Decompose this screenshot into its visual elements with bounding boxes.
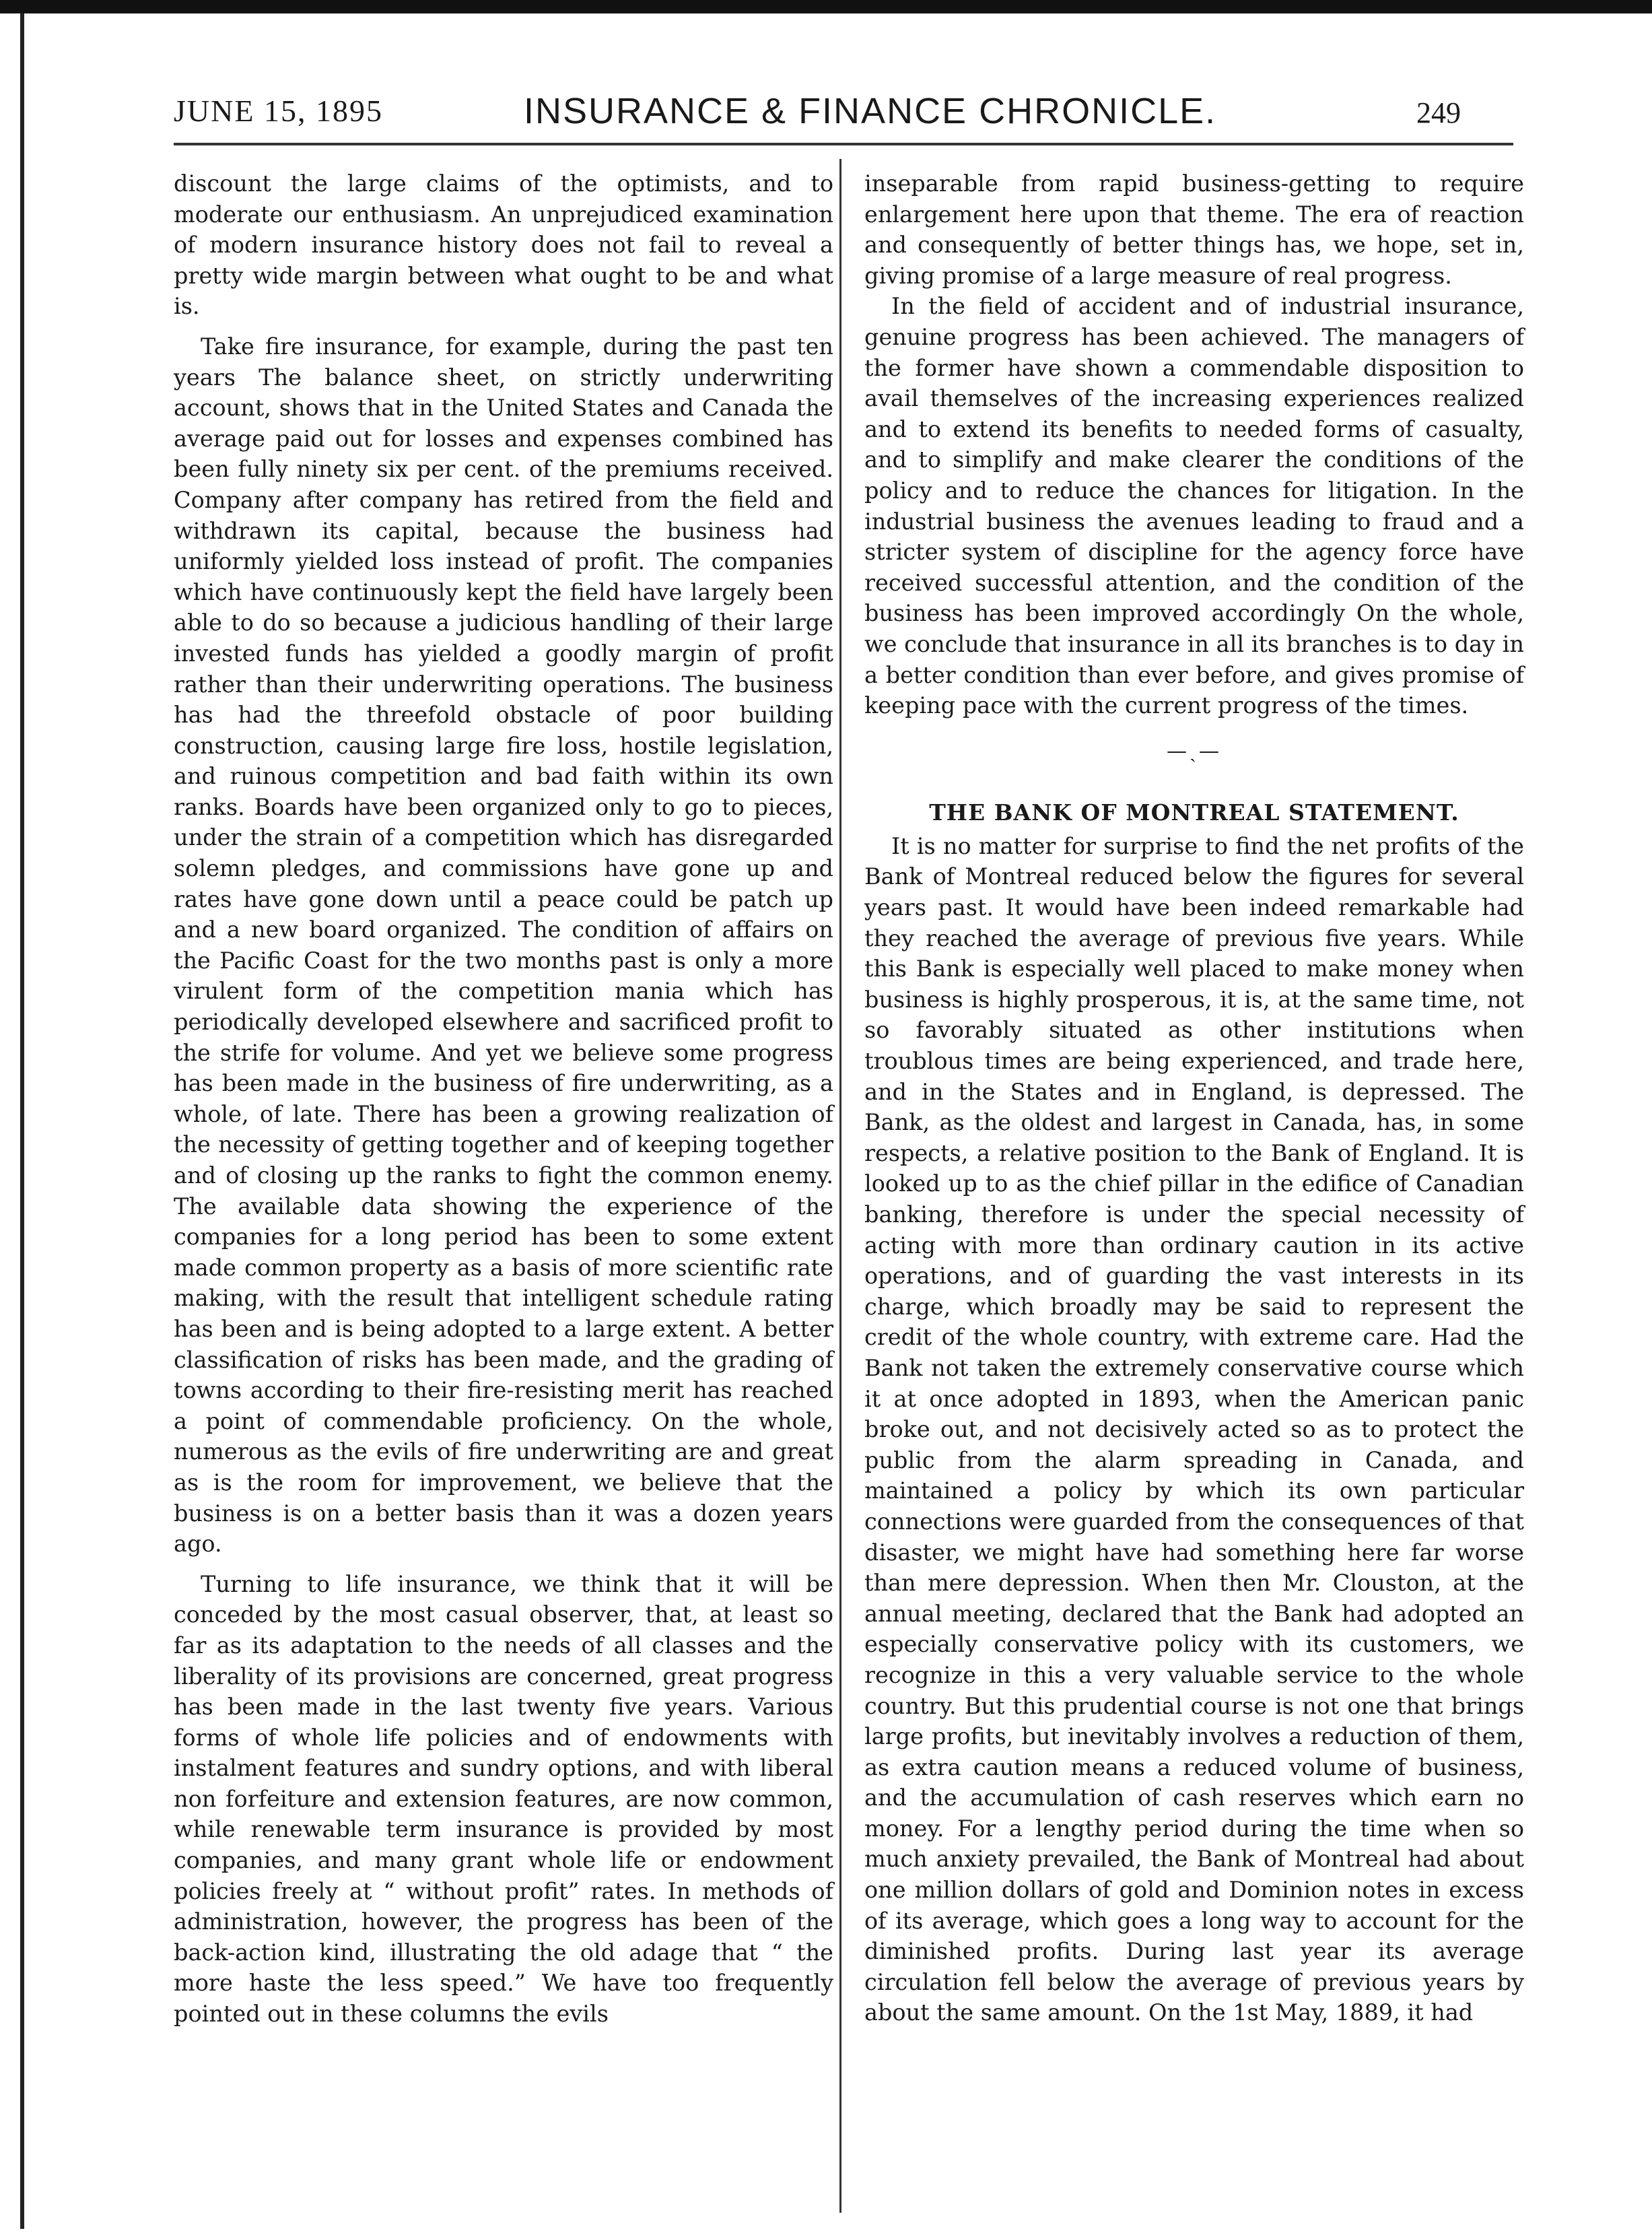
top-border-rule xyxy=(0,0,1652,13)
publication-title: INSURANCE & FINANCE CHRONICLE. xyxy=(524,91,1217,131)
left-column xyxy=(174,168,833,2030)
page-header xyxy=(174,93,1520,136)
issue-date: JUNE 15, 1895 xyxy=(174,94,383,128)
left-margin-rule xyxy=(20,13,24,2229)
paragraph: inseparable from rapid business-getting to require enlargement here upon that theme. The era of reaction and consequently of better things has, we hope, set in, giving promise of a large measure of real progress. xyxy=(864,170,1524,289)
article-heading: THE BANK OF MONTREAL STATEMENT. xyxy=(929,799,1459,826)
column-divider xyxy=(839,159,841,2213)
header-rule xyxy=(174,143,1513,145)
right-column xyxy=(864,168,1524,2028)
paragraph: It is no matter for surprise to find the net profits of the Bank of Montreal reduced below the figures for several years past. It would have been indeed remarkable had they reached the average of previous five years. While this Bank is especially well placed to make money when business is highly prosperous, it is, at the same time, not so favorably situated as other institutions when troublous times are being experienced, and trade here, and in the States and in England, is depressed. The Bank, as the oldest and largest in Canada, has, in some respects, a relative position to the Bank of England. It is looked up to as the chief pillar in the edifice of Canadian banking, therefore is under the special necessity of acting with more than ordinary caution in its active operations, and of guarding the vast interests in its charge, which broadly may be said to represent the credit of the whole country, with extreme care. Had the Bank not taken the extremely conservative course which it at once adopted in 1893, when the American panic broke out, and not decisively acted so as to protect the public from the alarm spreading in Canada, and maintained a policy by which its own particular connections were guarded from the consequences of that disaster, we might have had something here far worse than mere depression. When then Mr. Clouston, at the annual meeting, declared that the Bank had adopted an especially conservative policy with its customers, we recognize in this a very valuable service to the whole country. But this prudential course is not one that brings large profits, but inevitably involves a reduction of them, as extra caution means a reduced volume of business, and the accumulation of cash reserves which earn no money. For a lengthy period during the time when so much anxiety prevailed, the Bank of Montreal had about one million dollars of gold and Dominion notes in excess of its average, which goes a long way to account for the diminished profits. During last year its average circulation fell below the average of previous years by about the same amount. On the 1st May, 1889, it had xyxy=(864,832,1524,2026)
page-number: 249 xyxy=(1416,96,1461,129)
paragraph: Take fire insurance, for example, during the past ten years The balance sheet, on strictly underwriting account, shows that in the United States and Canada the average paid out for losses and expenses combined has been fully ninety six per cent. of the premiums received. Company after company has retired from the field and withdrawn its capital, because the business had uniformly yielded loss instead of profit. The companies which have continuously kept the field have largely been able to do so because a judicious handling of their large invested funds has yielded a goodly margin of profit rather than their underwriting operations. The business has had the threefold obstacle of poor building construction, causing large fire loss, hostile legislation, and ruinous competition and bad faith within its own ranks. Boards have been organized only to go to pieces, under the strain of a competition which has disregarded solemn pledges, and commissions have gone up and rates have gone down until a peace could be patch up and a new board organized. The condition of affairs on the Pacific Coast for the two months past is only a more virulent form of the competition mania which has periodically developed elsewhere and sacrificed profit to the strife for volume. And yet we believe some progress has been made in the business of fire underwriting, as a whole, of late. There has been a growing realization of the necessity of getting together and of keeping together and of closing up the ranks to fight the common enemy. The available data showing the experience of the companies for a long period has been to some extent made common property as a basis of more scientific rate making, with the result that intelligent schedule rating has been and is being adopted to a large extent. A better classification of risks has been made, and the grading of towns according to their fire-resisting merit has reached a point of commendable proficiency. On the whole, numerous as the evils of fire underwriting are and great as is the room for improvement, we believe that the business is on a better basis than it was a dozen years ago. xyxy=(174,333,833,1558)
paragraph: discount the large claims of the optimists, and to moderate our enthusiasm. An unprejudiced examination of modern insurance history does not fail to reveal a pretty wide margin between what ought to be and what is. xyxy=(174,170,833,320)
section-separator: —ˎ— xyxy=(1167,739,1222,763)
paragraph: In the field of accident and of industrial insurance, genuine progress has been achieved. The managers of the former have shown a commendable disposition to avail themselves of the increasing experiences realized and to extend its benefits to needed forms of casualty, and to simplify and make clearer the conditions of the policy and to reduce the chances for litigation. In the industrial business the avenues leading to fraud and a stricter system of discipline for the agency force have received successful attention, and the condition of the business has been improved accordingly On the whole, we conclude that insurance in all its branches is to day in a better condition than ever before, and gives promise of keeping pace with the current progress of the times. xyxy=(864,293,1524,719)
paragraph: Turning to life insurance, we think that it will be conceded by the most casual observer, that, at least so far as its adaptation to the needs of all classes and the liberality of its provisions are concerned, great progress has been made in the last twenty five years. Various forms of whole life policies and of endowments with instalment features and sundry options, and with liberal non forfeiture and extension features, are now common, while renewable term insurance is provided by most companies, and many grant whole life or endowment policies freely at “ without profit” rates. In methods of administration, however, the progress has been of the back-action kind, illustrating the old adage that “ the more haste the less speed.” We have too frequently pointed out in these columns the evils xyxy=(174,1570,833,2028)
